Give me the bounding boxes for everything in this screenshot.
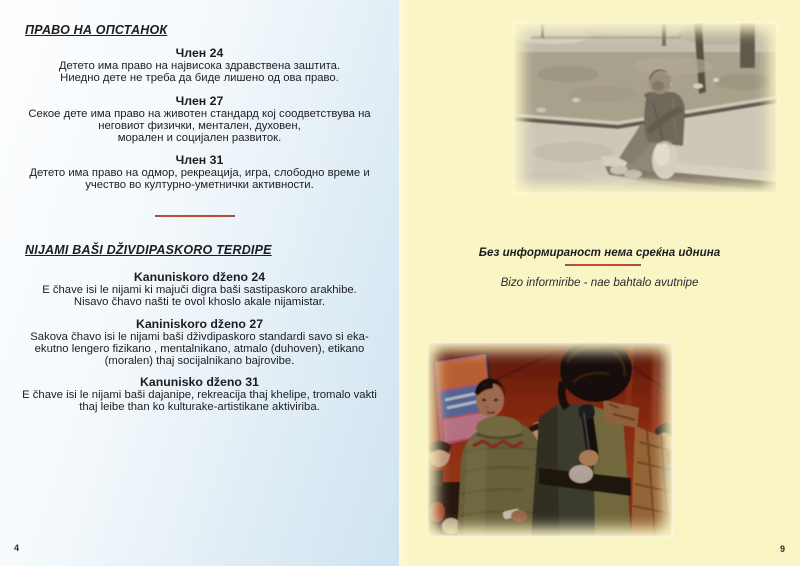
- article-line: Sakova čhavo isi le nijami baši dživdipaskoro standardi savo si eka-: [30, 331, 369, 343]
- section-title-macedonian: ПРАВО НА ОПСТАНОК: [25, 23, 168, 37]
- article-line: Детето има право на највисока здравствена заштита.: [58, 60, 341, 72]
- article-rm-24: [6, 271, 393, 308]
- article-line: Ниедно дете не треба да биде лишено од ова право.: [60, 72, 339, 85]
- photo-boy-sitting-on-curb-art: [513, 22, 778, 194]
- photo-boy-sitting-on-curb: [513, 22, 778, 194]
- article-mk-27: [6, 95, 393, 144]
- article-heading: Член 31: [175, 153, 224, 167]
- article-heading: Член 24: [175, 46, 224, 60]
- article-line: Nisavo čhavo našti te ovol khoslo akale nijamistar.: [73, 296, 326, 309]
- article-rm-27: [6, 318, 393, 367]
- article-heading: Kaniniskoro dženo 27: [135, 317, 264, 331]
- caption-divider-line: [565, 264, 641, 266]
- caption-romani: Bizo informiribe - nae bahtalo avutnipe: [500, 276, 699, 289]
- section-divider-line: [155, 215, 235, 217]
- photo-children-on-stage-art: [427, 342, 673, 537]
- article-line: ekutno lengero fizikano , mentalnikano, atmalo (duhoven), etikano: [34, 343, 365, 356]
- caption-macedonian: Без информираност нема среќна иднина: [478, 246, 721, 259]
- article-line: Детето има право на одмор, рекреација, игра, слободно време и: [29, 167, 370, 179]
- article-mk-31: [6, 154, 393, 191]
- article-heading: Член 27: [175, 94, 224, 108]
- section-title-romani: NIJAMI BAŠI DŽIVDIPASKORO TERDIPE: [25, 243, 272, 257]
- article-rm-31: [6, 376, 393, 413]
- right-page: [399, 0, 800, 566]
- article-line: thaj leibe than ko kulturake-artistikane aktiviriba.: [79, 401, 320, 414]
- page-number-right: 9: [780, 544, 786, 554]
- article-line: E čhave isi le nijami ki majuči digra baši sastipaskoro arakhibe.: [42, 284, 357, 296]
- left-page: [0, 0, 399, 566]
- article-line: E čhave isi le nijami baši dajanipe, rekreacija thaj khelipe, tromalo vakti: [22, 389, 377, 401]
- article-mk-24: [6, 47, 393, 84]
- page-number-left: 4: [14, 543, 20, 553]
- article-heading: Kanunisko dženo 31: [140, 375, 259, 389]
- article-line: неговиот физички, ментален, духовен,: [98, 120, 301, 133]
- photo-children-on-stage: [427, 342, 673, 537]
- article-heading: Kanuniskoro dženo 24: [133, 270, 266, 284]
- article-line: учество во културно-уметнички активности.: [85, 179, 314, 192]
- article-line: Секое дете има право на животен стандард кој соодветствува на: [28, 108, 371, 120]
- article-line: (moralen) thaj socijalnikano bajrovibe.: [104, 355, 295, 368]
- article-line: морален и социјален развиток.: [117, 132, 282, 145]
